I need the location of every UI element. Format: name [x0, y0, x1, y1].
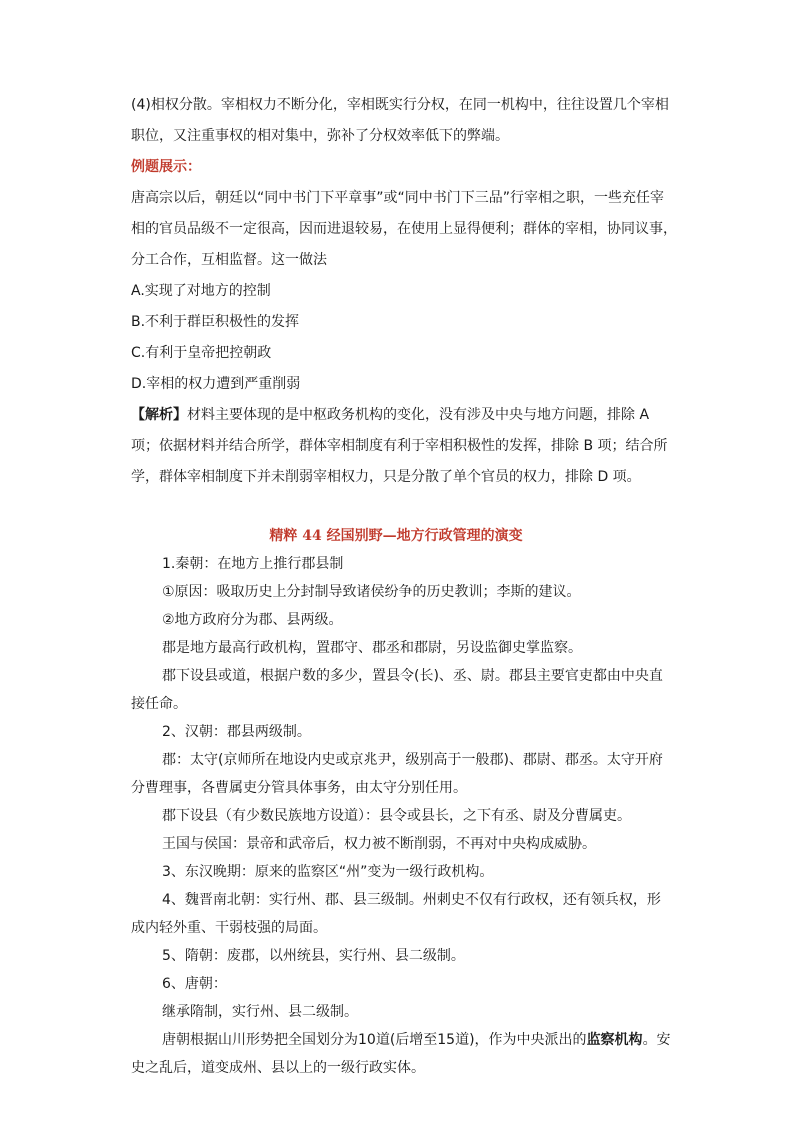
paragraph-line: 郡下设县（有少数民族地方设道）：县令或县长，之下有丞、尉及分曹属吏。	[162, 808, 631, 824]
paragraph-line: 王国与侯国：景帝和武帝后，权力被不断削弱，不再对中央构成威胁。	[162, 836, 596, 852]
option-b: B.不利于群臣积极性的发挥	[131, 314, 300, 330]
paragraph-line: ①原因：吸取历史上分封制导致诸侯纷争的历史教训；李斯的建议。	[162, 584, 581, 600]
paragraph-line: 郡下设县或道，根据户数的多少，置县令(长)、丞、尉。郡县主要官吏都由中央直	[162, 668, 663, 684]
option-a: A.实现了对地方的控制	[131, 283, 271, 299]
paragraph-line: 2、汉朝：郡县两级制。	[162, 724, 311, 740]
analysis-line	[131, 405, 661, 425]
analysis-line: 项；依据材料并结合所学，群体宰相制度有利于宰相积极性的发挥，排除 B 项；结合所	[131, 438, 668, 454]
paragraph-line: 职位，又注重事权的相对集中，弥补了分权效率低下的弊端。	[131, 128, 509, 144]
paragraph-line: 4、魏晋南北朝：实行州、郡、县三级制。州刺史不仅有行政权，还有领兵权，形	[162, 892, 661, 908]
paragraph-line: 郡是地方最高行政机构，置郡守、郡丞和郡尉，另设监御史掌监察。	[162, 640, 582, 656]
paragraph-line: 成内轻外重、干弱枝强的局面。	[131, 920, 327, 936]
paragraph-line: 继承隋制，实行州、县二级制。	[162, 1004, 358, 1020]
paragraph-line: 1.秦朝：在地方上推行郡县制	[162, 556, 344, 572]
paragraph-line: 分曹理事，各曹属吏分管具体事务，由太守分别任用。	[131, 780, 467, 796]
paragraph-line	[162, 1030, 671, 1050]
paragraph-line: 史之乱后，道变成州、县以上的一级行政实体。	[131, 1060, 425, 1076]
paragraph-line: (4)相权分散。宰相权力不断分化，宰相既实行分权，在同一机构中，往往设置几个宰相	[131, 97, 669, 113]
paragraph-line: 接任命。	[131, 696, 187, 712]
paragraph-line: 郡：太守(京师所在地设内史或京兆尹，级别高于一般郡)、郡尉、郡丞。太守开府	[162, 752, 663, 768]
example-heading: 例题展示：	[131, 159, 201, 175]
paragraph-line: 6、唐朝：	[162, 976, 227, 992]
analysis-line: 学，群体宰相制度下并未削弱宰相权力，只是分散了单个官员的权力，排除 D 项。	[131, 469, 641, 485]
option-c: C.有利于皇帝把控朝政	[131, 345, 272, 361]
text-run: 唐朝根据山川形势把全国划分为10道(后增至15道)，作为中央派出的	[162, 1032, 587, 1048]
section-title: 精粹 44 经国别野—地方行政管理的演变	[269, 528, 523, 544]
text-run: 。安	[642, 1032, 671, 1048]
question-line: 分工合作，互相监督。这一做法	[131, 252, 327, 268]
option-d: D.宰相的权力遭到严重削弱	[131, 376, 301, 392]
analysis-label: 【解析】	[131, 407, 187, 423]
question-line: 唐高宗以后，朝廷以“同中书门下平章事”或“同中书门下三品”行宰相之职，一些充任宰	[131, 190, 665, 206]
bold-text-run: 监察机构	[586, 1032, 643, 1048]
paragraph-line: 5、隋朝：废郡，以州统县，实行州、县二级制。	[162, 948, 465, 964]
paragraph-line: 3、东汉晚期：原来的监察区“州”变为一级行政机构。	[162, 864, 494, 880]
question-line: 相的官员品级不一定很高，因而进退较易，在使用上显得便利；群体的宰相，协同议事，	[131, 221, 677, 237]
analysis-text: 材料主要体现的是中枢政务机构的变化，没有涉及中央与地方问题，排除 A	[187, 407, 650, 423]
paragraph-line: ②地方政府分为郡、县两级。	[162, 612, 343, 628]
